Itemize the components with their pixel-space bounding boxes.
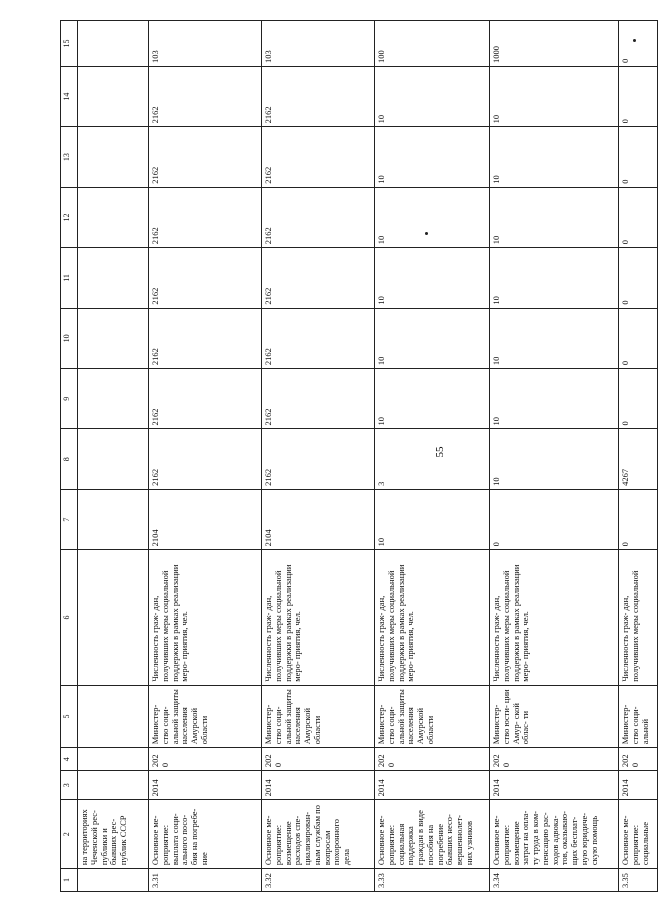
value-col-15: 103 <box>149 21 262 67</box>
end-year: 2020 <box>490 748 619 771</box>
measure-name: Основное ме- роприятие: выплата соци- ального посо- бия на погребе- ние <box>149 800 262 869</box>
value-col-9: 10 <box>490 369 619 429</box>
value-col-10 <box>78 308 149 368</box>
end-year <box>78 748 149 771</box>
end-year: 2020 <box>619 748 658 771</box>
measure-name: на территориях Чеченской рес- публики и бывших рес- публик СССР <box>78 800 149 869</box>
row-id: 3.34 <box>490 869 619 892</box>
value-col-15: 0 <box>619 21 658 67</box>
value-col-11: 0 <box>619 248 658 308</box>
value-col-7: 0 <box>490 489 619 549</box>
indicator: Численность граж- дан, получивших меры социальной поддержки в рамках реализации меро- приятия, чел. <box>262 550 375 685</box>
value-col-10: 2162 <box>262 308 375 368</box>
value-col-9: 2162 <box>149 369 262 429</box>
end-year: 2020 <box>149 748 262 771</box>
table-row <box>149 21 262 892</box>
value-col-8: 2162 <box>149 429 262 489</box>
value-col-11: 2162 <box>262 248 375 308</box>
column-number: 8 <box>61 429 78 489</box>
value-col-12: 10 <box>490 187 619 247</box>
value-col-8: 2162 <box>262 429 375 489</box>
rotated-page <box>60 20 650 892</box>
value-col-10: 10 <box>375 308 490 368</box>
value-col-9 <box>78 369 149 429</box>
start-year <box>78 771 149 800</box>
measure-name: Основное ме- роприятие: возмещение расходов спе- циализирован- ным службам по вопросам похоронного дела <box>262 800 375 869</box>
value-col-14 <box>78 66 149 126</box>
column-number: 12 <box>61 187 78 247</box>
column-number: 2 <box>61 800 78 869</box>
column-number: 11 <box>61 248 78 308</box>
measure-name: Основное ме- роприятие: социальные <box>619 800 658 869</box>
column-number: 1 <box>61 869 78 892</box>
value-col-14: 2162 <box>262 66 375 126</box>
table-frame <box>60 20 650 892</box>
end-year: 2020 <box>262 748 375 771</box>
value-col-9: 2162 <box>262 369 375 429</box>
start-year: 2014 <box>375 771 490 800</box>
value-col-8 <box>78 429 149 489</box>
value-col-12 <box>78 187 149 247</box>
value-col-13: 2162 <box>262 127 375 187</box>
row-id: 3.35 <box>619 869 658 892</box>
value-col-11: 2162 <box>149 248 262 308</box>
value-col-10: 2162 <box>149 308 262 368</box>
indicator: Численность граж- дан, получивших меры социальной <box>619 550 658 685</box>
table-row <box>375 21 490 892</box>
column-number: 13 <box>61 127 78 187</box>
value-col-12: 0 <box>619 187 658 247</box>
end-year: 2020 <box>375 748 490 771</box>
executor: Министер- ство соци- альной защиты населения Амурской области <box>375 685 490 748</box>
table-row <box>619 21 658 892</box>
column-number: 15 <box>61 21 78 67</box>
executor: Министер- ство соци- альной защиты населения Амурской области <box>262 685 375 748</box>
start-year: 2014 <box>619 771 658 800</box>
table-row <box>262 21 375 892</box>
column-number: 10 <box>61 308 78 368</box>
value-col-7: 2104 <box>149 489 262 549</box>
scan-speck <box>425 232 428 235</box>
value-col-14: 2162 <box>149 66 262 126</box>
value-col-15 <box>78 21 149 67</box>
program-table <box>60 20 658 892</box>
value-col-13: 10 <box>490 127 619 187</box>
value-col-12: 10 <box>375 187 490 247</box>
table-row <box>490 21 619 892</box>
indicator <box>78 550 149 685</box>
page-number: 55 <box>434 446 446 458</box>
column-number: 4 <box>61 748 78 771</box>
start-year: 2014 <box>149 771 262 800</box>
row-id: 3.32 <box>262 869 375 892</box>
executor: Министер- ство соци- альной <box>619 685 658 748</box>
value-col-13: 2162 <box>149 127 262 187</box>
row-id <box>78 869 149 892</box>
value-col-7: 10 <box>375 489 490 549</box>
value-col-7: 2104 <box>262 489 375 549</box>
indicator: Численность граж- дан, получивших меры социальной поддержки в рамках реализации меро- приятия, чел. <box>490 550 619 685</box>
start-year: 2014 <box>262 771 375 800</box>
value-col-12: 2162 <box>262 187 375 247</box>
indicator: Численность граж- дан, получивших меры социальной поддержки в рамках реализации меро- приятия, чел. <box>149 550 262 685</box>
column-number: 7 <box>61 489 78 549</box>
value-col-10: 10 <box>490 308 619 368</box>
value-col-7 <box>78 489 149 549</box>
row-id: 3.31 <box>149 869 262 892</box>
value-col-8: 4267 <box>619 429 658 489</box>
indicator: Численность граж- дан, получивших меры социальной поддержки в рамках реализации меро- приятия, чел. <box>375 550 490 685</box>
column-number: 5 <box>61 685 78 748</box>
column-number: 6 <box>61 550 78 685</box>
start-year: 2014 <box>490 771 619 800</box>
value-col-10: 0 <box>619 308 658 368</box>
value-col-11: 10 <box>375 248 490 308</box>
scan-speck <box>633 39 636 42</box>
value-col-8: 10 <box>490 429 619 489</box>
value-col-15: 1000 <box>490 21 619 67</box>
column-number: 3 <box>61 771 78 800</box>
measure-name: Основное ме- роприятие: социальная поддержка граждан в виде пособия на погребение бывших несо- вершеннолет- них узников <box>375 800 490 869</box>
column-number: 14 <box>61 66 78 126</box>
value-col-12: 2162 <box>149 187 262 247</box>
value-col-14: 0 <box>619 66 658 126</box>
value-col-13: 10 <box>375 127 490 187</box>
executor: Министер- ство соци- альной защиты населения Амурской области <box>149 685 262 748</box>
column-number: 9 <box>61 369 78 429</box>
value-col-15: 103 <box>262 21 375 67</box>
value-col-7: 0 <box>619 489 658 549</box>
value-col-8: 3 <box>375 429 490 489</box>
executor: Министер- ство юсти- ции Амур- ской облас- ти <box>490 685 619 748</box>
value-col-9: 10 <box>375 369 490 429</box>
value-col-13: 0 <box>619 127 658 187</box>
row-id: 3.33 <box>375 869 490 892</box>
value-col-15: 100 <box>375 21 490 67</box>
value-col-11 <box>78 248 149 308</box>
table-row <box>78 21 149 892</box>
value-col-9: 0 <box>619 369 658 429</box>
value-col-14: 10 <box>490 66 619 126</box>
measure-name: Основное ме- роприятие: возмещение затрат на опла- ту труда в ком- пенсацию рас- ходов адвока- тов, оказываю- щих бесплат- ную юридиче- скую помощь <box>490 800 619 869</box>
executor <box>78 685 149 748</box>
value-col-11: 10 <box>490 248 619 308</box>
header-row <box>61 21 78 892</box>
value-col-13 <box>78 127 149 187</box>
value-col-14: 10 <box>375 66 490 126</box>
